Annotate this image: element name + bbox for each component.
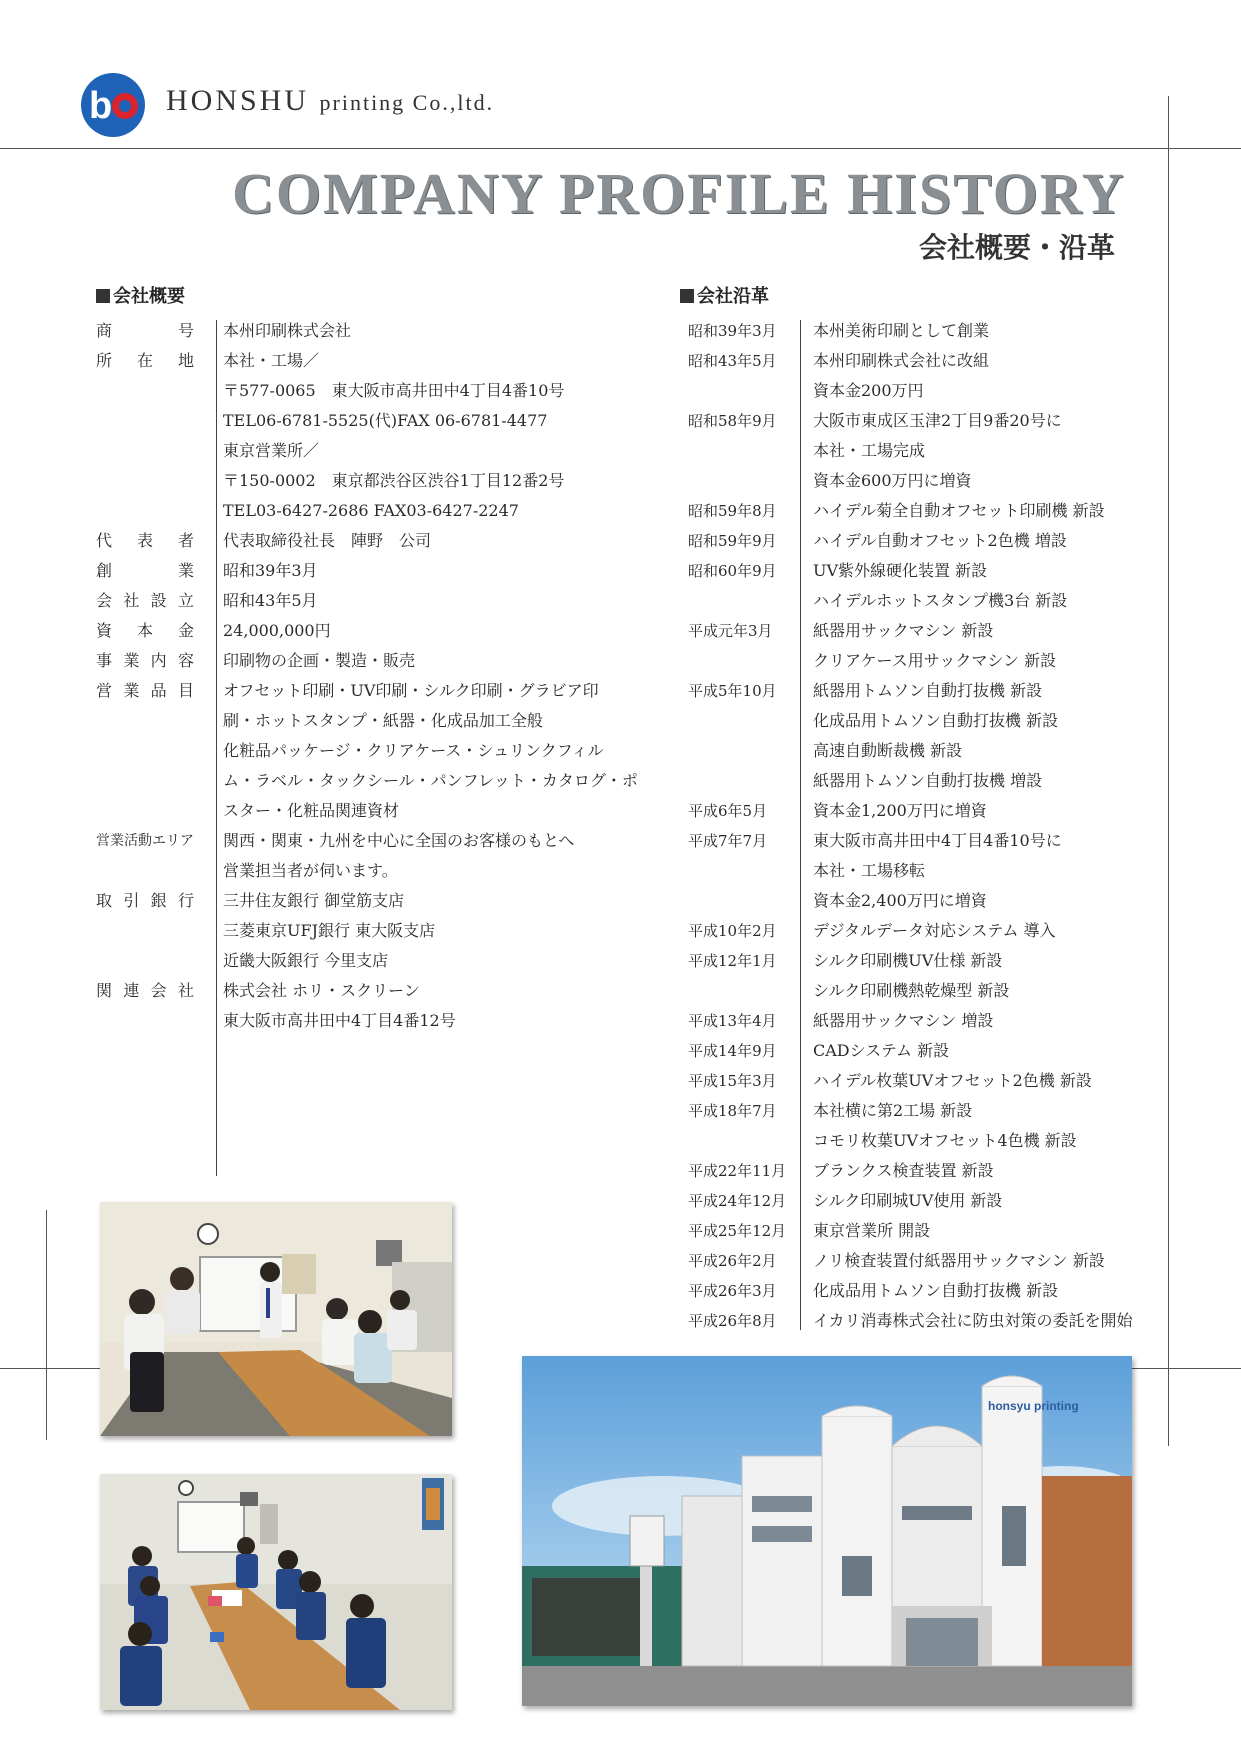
history-event: 本社横に第2工場 新設 [813, 1101, 973, 1120]
profile-heading-text: 会社概要 [113, 286, 185, 307]
profile-row [96, 646, 638, 676]
history-date: 平成5年10月 [688, 682, 777, 700]
history-event: 本社・工場完成 [813, 441, 926, 460]
history-event: 資本金2,400万円に増資 [813, 891, 987, 910]
history-row [688, 1246, 1158, 1276]
profile-label [96, 796, 210, 826]
profile-row [96, 316, 638, 346]
history-row [688, 676, 1158, 706]
square-bullet-icon [680, 289, 694, 303]
history-row [688, 1036, 1158, 1066]
profile-value: 本州印刷株式会社 [223, 321, 352, 340]
profile-value: 株式会社 ホリ・スクリーン [223, 981, 420, 1000]
profile-label [96, 1006, 210, 1036]
profile-row [96, 346, 638, 376]
history-date: 平成22年11月 [688, 1162, 787, 1180]
history-event: シルク印刷機熱乾燥型 新設 [813, 981, 1010, 1000]
profile-row [96, 496, 638, 526]
page-subtitle: 会社概要・沿革 [918, 231, 1115, 264]
profile-value: オフセット印刷・UV印刷・シルク印刷・グラビア印 [223, 681, 599, 700]
company-logo [80, 72, 146, 138]
history-event: 資本金1,200万円に増資 [813, 801, 987, 820]
profile-row [96, 526, 638, 556]
profile-value: TEL06-6781-5525(代)FAX 06-6781-4477 [223, 411, 548, 430]
profile-value: 三菱東京UFJ銀行 東大阪支店 [223, 921, 436, 940]
profile-value: 三井住友銀行 御堂筋支店 [223, 891, 405, 910]
history-event: デジタルデータ対応システム 導入 [813, 921, 1056, 940]
history-date: 平成10年2月 [688, 922, 777, 940]
history-row [688, 916, 1158, 946]
history-event: 本社・工場移転 [813, 861, 926, 880]
profile-label [96, 436, 210, 466]
history-row [688, 826, 1158, 856]
history-row [688, 946, 1158, 976]
history-event: 紙器用トムソン自動打抜機 増設 [813, 771, 1043, 790]
history-row [688, 1066, 1158, 1096]
history-row [688, 1096, 1158, 1126]
meeting-room-photo [100, 1202, 452, 1436]
profile-label [96, 406, 210, 436]
profile-row [96, 766, 638, 796]
profile-label: 会社設立 [96, 591, 194, 610]
profile-value: 営業担当者が伺います。 [223, 861, 398, 880]
profile-label: 営業活動エリア [96, 833, 194, 849]
profile-row [96, 736, 638, 766]
history-row [688, 766, 1158, 796]
profile-row [96, 616, 638, 646]
history-row [688, 886, 1158, 916]
profile-row [96, 886, 638, 916]
history-event: 化成品用トムソン自動打抜機 新設 [813, 1281, 1059, 1300]
company-building-photo [522, 1356, 1132, 1706]
history-event: ハイデル枚葉UVオフセット2色機 新設 [813, 1071, 1092, 1090]
history-event: 紙器用サックマシン 増設 [813, 1011, 994, 1030]
profile-label [96, 376, 210, 406]
history-date [688, 646, 800, 676]
history-event: 東京営業所 開設 [813, 1221, 931, 1240]
svg-text:b: b [89, 85, 113, 127]
profile-value: 昭和43年5月 [223, 591, 318, 610]
profile-row [96, 856, 638, 886]
history-row [688, 1006, 1158, 1036]
history-row [688, 1126, 1158, 1156]
history-row [688, 466, 1158, 496]
history-table [688, 316, 1158, 1336]
history-date: 昭和39年3月 [688, 322, 777, 340]
profile-row [96, 796, 638, 826]
history-event: UV紫外線硬化装置 新設 [813, 561, 988, 580]
right-margin-rule [1168, 96, 1169, 1446]
profile-value: 本社・工場／ [223, 351, 320, 370]
profile-label [96, 496, 210, 526]
company-suffix: printing Co.,ltd. [319, 90, 495, 115]
history-date: 平成12年1月 [688, 952, 777, 970]
profile-value: 代表取締役社長 陣野 公司 [223, 531, 432, 550]
history-date [688, 1126, 800, 1156]
history-event: 本州美術印刷として創業 [813, 321, 990, 340]
history-date [688, 856, 800, 886]
history-row [688, 646, 1158, 676]
profile-row [96, 556, 638, 586]
bottom-right-rule [1130, 1368, 1241, 1369]
profile-value: 関西・関東・九州を中心に全国のお客様のもとへ [223, 831, 575, 850]
header-rule [0, 148, 1241, 149]
profile-label [96, 706, 210, 736]
history-date: 平成6年5月 [688, 802, 768, 820]
profile-label: 営業品目 [96, 681, 194, 700]
history-event: クリアケース用サックマシン 新設 [813, 651, 1057, 670]
history-row [688, 586, 1158, 616]
profile-value: 化粧品パッケージ・クリアケース・シュリンクフィル [223, 741, 604, 760]
profile-value: スター・化粧品関連資材 [223, 801, 400, 820]
history-event: 紙器用トムソン自動打抜機 新設 [813, 681, 1043, 700]
history-date: 昭和60年9月 [688, 562, 777, 580]
history-date: 平成15年3月 [688, 1072, 777, 1090]
history-row [688, 1216, 1158, 1246]
profile-value: 24,000,000円 [223, 621, 331, 640]
profile-row [96, 406, 638, 436]
history-event: 大阪市東成区玉津2丁目9番20号に [813, 411, 1062, 430]
profile-value: 印刷物の企画・製造・販売 [223, 651, 416, 670]
history-event: 資本金600万円に増資 [813, 471, 972, 490]
history-date: 平成7年7月 [688, 832, 768, 850]
profile-label: 所在地 [96, 351, 194, 370]
profile-value: 東京営業所／ [223, 441, 320, 460]
history-row [688, 1156, 1158, 1186]
history-date [688, 706, 800, 736]
history-event: ハイデルホットスタンプ機3台 新設 [813, 591, 1068, 610]
profile-label [96, 856, 210, 886]
profile-row [96, 466, 638, 496]
history-date [688, 766, 800, 796]
company-brand-name [166, 84, 494, 118]
history-event: ブランクス検査装置 新設 [813, 1161, 994, 1180]
history-row [688, 526, 1158, 556]
history-event: シルク印刷機UV仕様 新設 [813, 951, 1003, 970]
history-date: 昭和58年9月 [688, 412, 777, 430]
history-event: ハイデル菊全自動オフセット印刷機 新設 [813, 501, 1105, 520]
history-event: コモリ枚葉UVオフセット4色機 新設 [813, 1131, 1077, 1150]
history-event: 資本金200万円 [813, 381, 924, 400]
history-event: シルク印刷城UV使用 新設 [813, 1191, 1003, 1210]
profile-row [96, 436, 638, 466]
history-event: 東大阪市高井田中4丁目4番10号に [813, 831, 1062, 850]
history-event: CADシステム 新設 [813, 1041, 950, 1060]
history-date [688, 976, 800, 1006]
history-date: 平成13年4月 [688, 1012, 777, 1030]
history-date: 昭和43年5月 [688, 352, 777, 370]
history-date [688, 886, 800, 916]
profile-value: 刷・ホットスタンプ・紙器・化成品加工全般 [223, 711, 543, 730]
profile-value: TEL03-6427-2686 FAX03-6427-2247 [223, 501, 519, 520]
left-margin-rule [46, 1210, 47, 1440]
profile-label [96, 946, 210, 976]
history-date: 昭和59年9月 [688, 532, 777, 550]
history-date: 平成24年12月 [688, 1192, 787, 1210]
profile-label: 創業 [96, 561, 194, 580]
profile-row [96, 1006, 638, 1036]
history-row [688, 736, 1158, 766]
history-row [688, 616, 1158, 646]
building-sign: honsyu printing [988, 1399, 1079, 1413]
history-date [688, 466, 800, 496]
history-event: 高速自動断裁機 新設 [813, 741, 963, 760]
history-date: 平成25年12月 [688, 1222, 787, 1240]
history-event: ノリ検査装置付紙器用サックマシン 新設 [813, 1251, 1105, 1270]
history-date [688, 376, 800, 406]
history-heading [680, 282, 769, 308]
profile-label: 資本金 [96, 621, 194, 640]
history-row [688, 976, 1158, 1006]
profile-row [96, 916, 638, 946]
history-event: 紙器用サックマシン 新設 [813, 621, 994, 640]
profile-label: 事業内容 [96, 651, 194, 670]
history-row [688, 556, 1158, 586]
profile-heading [96, 282, 185, 308]
history-date: 平成26年3月 [688, 1282, 777, 1300]
profile-row [96, 706, 638, 736]
history-date: 平成14年9月 [688, 1042, 777, 1060]
profile-table [96, 316, 638, 1036]
profile-value: 〒150-0002 東京都渋谷区渋谷1丁目12番2号 [223, 471, 565, 490]
history-date: 平成26年8月 [688, 1312, 777, 1330]
square-bullet-icon [96, 289, 110, 303]
profile-value: 近畿大阪銀行 今里支店 [223, 951, 389, 970]
profile-label [96, 766, 210, 796]
history-row [688, 496, 1158, 526]
profile-label: 関連会社 [96, 981, 194, 1000]
profile-row [96, 826, 638, 856]
history-event: イカリ消毒株式会社に防虫対策の委託を開始 [813, 1311, 1133, 1330]
history-date [688, 586, 800, 616]
history-row [688, 1276, 1158, 1306]
history-event: 本州印刷株式会社に改組 [813, 351, 990, 370]
profile-row [96, 976, 638, 1006]
profile-label: 代表者 [96, 531, 194, 550]
history-row [688, 1186, 1158, 1216]
history-row [688, 706, 1158, 736]
history-row [688, 346, 1158, 376]
profile-row [96, 676, 638, 706]
history-row [688, 436, 1158, 466]
staff-meeting-photo [100, 1474, 452, 1710]
profile-row [96, 586, 638, 616]
profile-row [96, 376, 638, 406]
history-row [688, 1306, 1158, 1336]
history-date: 平成元年3月 [688, 622, 773, 640]
history-date: 昭和59年8月 [688, 502, 777, 520]
profile-label: 商号 [96, 321, 194, 340]
profile-label [96, 916, 210, 946]
profile-label [96, 466, 210, 496]
profile-label: 取引銀行 [96, 891, 194, 910]
history-row [688, 406, 1158, 436]
history-row [688, 376, 1158, 406]
page-title: COMPANY PROFILE HISTORY [232, 161, 1126, 226]
history-row [688, 316, 1158, 346]
company-name: HONSHU [166, 84, 310, 117]
history-date: 平成26年2月 [688, 1252, 777, 1270]
profile-value: 東大阪市高井田中4丁目4番12号 [223, 1011, 456, 1030]
history-heading-text: 会社沿革 [697, 286, 769, 307]
history-date: 平成18年7月 [688, 1102, 777, 1120]
history-event: 化成品用トムソン自動打抜機 新設 [813, 711, 1059, 730]
profile-row [96, 946, 638, 976]
profile-label [96, 736, 210, 766]
history-event: ハイデル自動オフセット2色機 増設 [813, 531, 1067, 550]
history-row [688, 856, 1158, 886]
history-date [688, 736, 800, 766]
profile-value: ム・ラベル・タックシール・パンフレット・カタログ・ポ [223, 771, 638, 790]
history-date [688, 436, 800, 466]
history-row [688, 796, 1158, 826]
profile-value: 昭和39年3月 [223, 561, 318, 580]
profile-value: 〒577-0065 東大阪市高井田中4丁目4番10号 [223, 381, 565, 400]
